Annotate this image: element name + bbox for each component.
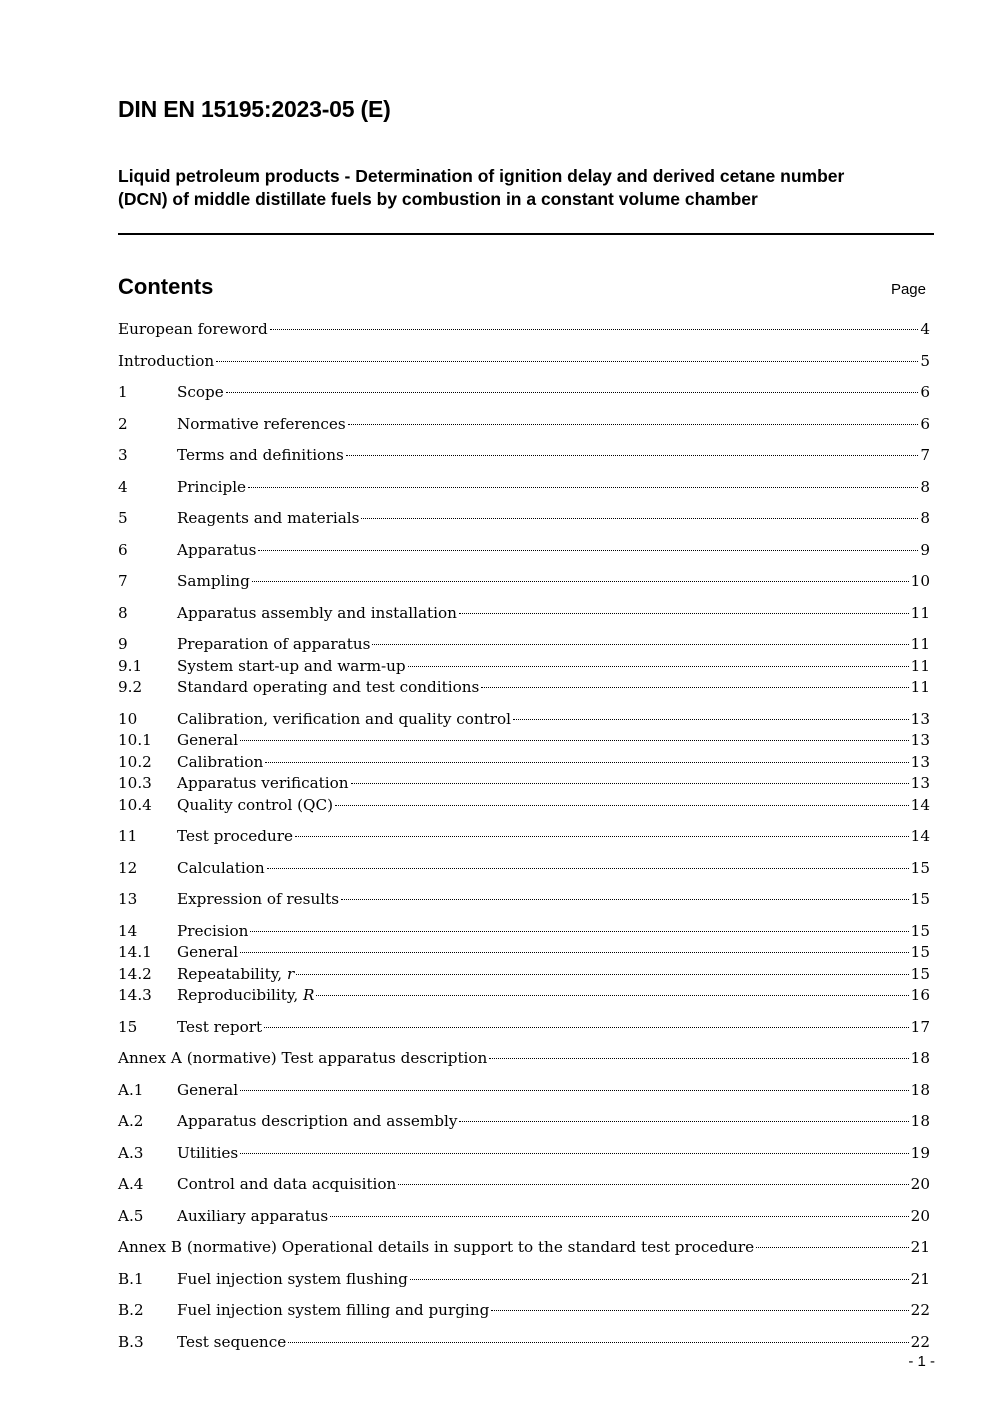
- toc-entry-title-text: Sampling: [177, 572, 250, 590]
- toc-entry[interactable]: [118, 826, 930, 848]
- toc-entry-title: [177, 1143, 238, 1165]
- toc-entry-title: [177, 773, 349, 795]
- toc-entry-title: [177, 508, 359, 530]
- toc-dot-leader: [240, 1153, 908, 1154]
- toc-entry-title: [177, 889, 339, 911]
- toc-entry-symbol: r: [286, 964, 295, 983]
- toc-entry[interactable]: [118, 1017, 930, 1039]
- toc-entry[interactable]: [118, 889, 930, 911]
- title-rule: [118, 233, 934, 235]
- toc-dot-leader: [489, 1058, 908, 1059]
- toc-entry-title-text: General: [177, 943, 239, 961]
- toc-entry-title-text: Annex A (normative) Test apparatus description: [118, 1049, 488, 1067]
- toc-entry-number: A.5: [118, 1206, 144, 1225]
- toc-entry-number: 8: [118, 603, 128, 622]
- toc-dot-leader: [341, 899, 909, 900]
- toc-entry[interactable]: [118, 1332, 930, 1354]
- toc-dot-leader: [296, 974, 908, 975]
- toc-dot-leader: [295, 836, 909, 837]
- toc-entry-number: 13: [118, 890, 138, 908]
- toc-entry-title: [177, 477, 246, 499]
- toc-entry-page: 18: [910, 1080, 930, 1099]
- toc-entry-title-text: Apparatus assembly and installation: [177, 603, 457, 622]
- toc-entry-title: [177, 445, 344, 467]
- toc-entry-title: [177, 985, 314, 1007]
- toc-entry-title: [177, 709, 511, 731]
- toc-entry-title: [177, 1332, 286, 1354]
- toc-entry-title: [177, 414, 346, 436]
- toc-entry[interactable]: [118, 634, 930, 656]
- toc-entry[interactable]: [118, 709, 930, 731]
- toc-dot-leader: [348, 424, 919, 425]
- toc-entry-title-text: Calculation: [177, 858, 265, 877]
- toc-entry-title-text: Utilities: [177, 1143, 239, 1162]
- toc-entry-number: 7: [118, 572, 128, 590]
- toc-entry-page: 15: [910, 890, 930, 908]
- toc-entry-title-text: System start-up and warm-up: [177, 656, 406, 675]
- toc-entry[interactable]: [118, 508, 930, 530]
- toc-entry-page: 20: [910, 1175, 930, 1193]
- toc-dot-leader: [398, 1184, 908, 1185]
- toc-dot-leader: [240, 1090, 909, 1091]
- toc-entry-title: [177, 921, 248, 943]
- toc-entry[interactable]: [118, 795, 930, 817]
- toc-entry-page: 15: [910, 858, 930, 877]
- toc-entry-title: [177, 1300, 489, 1322]
- toc-entry-page: 13: [910, 709, 930, 728]
- toc-entry-title-text: Control and data acquisition: [177, 1175, 397, 1193]
- toc-entry-page: 15: [910, 921, 930, 940]
- toc-entry-title-text: Test procedure: [177, 827, 294, 845]
- toc-dot-leader: [250, 931, 908, 932]
- toc-entry[interactable]: [118, 1111, 930, 1133]
- toc-entry-page: 11: [910, 678, 930, 696]
- toc-entry-page: 6: [920, 414, 930, 433]
- toc-entry[interactable]: [118, 656, 930, 678]
- toc-entry-title-text: Precision: [177, 921, 249, 940]
- toc-entry-number: 2: [118, 414, 128, 433]
- toc-dot-leader: [258, 550, 918, 551]
- toc-entry-number: 5: [118, 509, 128, 527]
- toc-dot-leader: [288, 1342, 908, 1343]
- toc-dot-leader: [265, 762, 908, 763]
- toc-entry-number: 9.1: [118, 656, 143, 675]
- toc-entry-title-text: Test report: [177, 1017, 263, 1036]
- toc-entry-page: 21: [910, 1269, 930, 1288]
- toc-entry-page: 15: [910, 964, 930, 983]
- toc-entry-title: [177, 677, 479, 699]
- toc-dot-leader: [335, 805, 909, 806]
- toc-dot-leader: [513, 719, 909, 720]
- toc-dot-leader: [481, 687, 908, 688]
- toc-entry-title-text: Apparatus description and assembly: [177, 1112, 458, 1130]
- toc-entry-page: 11: [910, 603, 930, 622]
- toc-entry-number: 14.3: [118, 986, 152, 1004]
- toc-entry[interactable]: [118, 445, 930, 467]
- toc-entry-title-text: Calibration: [177, 752, 264, 771]
- toc-entry-title-text: Terms and definitions: [177, 446, 344, 464]
- toc-entry-page: 15: [910, 943, 930, 961]
- toc-dot-leader: [240, 740, 909, 741]
- toc-entry-page: 18: [910, 1112, 930, 1130]
- toc-entry[interactable]: [118, 752, 930, 774]
- toc-entry[interactable]: [118, 921, 930, 943]
- toc-entry-title-text: Quality control (QC): [177, 795, 334, 814]
- toc-entry-number: B.1: [118, 1269, 144, 1288]
- toc-dot-leader: [267, 868, 909, 869]
- toc-entry-number: 9: [118, 635, 128, 653]
- toc-dot-leader: [372, 644, 908, 645]
- toc-entry[interactable]: [118, 1237, 930, 1259]
- toc-entry-number: B.2: [118, 1301, 144, 1319]
- toc-entry-title-text: Test sequence: [177, 1332, 287, 1351]
- toc-entry-number: 12: [118, 858, 138, 877]
- toc-entry[interactable]: [118, 540, 930, 562]
- toc-entry[interactable]: [118, 985, 930, 1007]
- toc-entry-page: 13: [910, 731, 930, 749]
- toc-entry-page: 18: [910, 1049, 930, 1067]
- toc-entry-title-text: Annex B (normative) Operational details in support to the standard test procedure: [118, 1238, 755, 1256]
- toc-entry-number: A.1: [118, 1080, 144, 1099]
- toc-entry-title-text: Reagents and materials: [177, 509, 360, 527]
- toc-entry-page: 16: [910, 986, 930, 1004]
- toc-entry-title: [118, 319, 268, 341]
- toc-entry[interactable]: [118, 677, 930, 699]
- toc-entry-number: 10.4: [118, 795, 152, 814]
- toc-entry-title: [177, 1206, 328, 1228]
- toc-entry-title: [177, 1174, 396, 1196]
- toc-entry-page: 8: [920, 477, 930, 496]
- document-id: DIN EN 15195:2023-05 (E): [118, 96, 391, 122]
- toc-dot-leader: [248, 487, 918, 488]
- toc-entry-number: 14.1: [118, 943, 152, 961]
- toc-entry[interactable]: [118, 382, 930, 404]
- toc-entry[interactable]: [118, 1048, 930, 1070]
- toc-entry-title: [177, 382, 224, 404]
- toc-entry[interactable]: [118, 1143, 930, 1165]
- toc-dot-leader: [491, 1310, 908, 1311]
- toc-entry-title-text: Normative references: [177, 414, 346, 433]
- toc-entry-page: 20: [910, 1206, 930, 1225]
- toc-entry-title-text: General: [177, 731, 239, 749]
- toc-entry-title-text: Calibration, verification and quality control: [177, 709, 512, 728]
- toc-entry[interactable]: [118, 603, 930, 625]
- toc-entry-page: 13: [910, 774, 930, 792]
- toc-entry-number: 3: [118, 446, 128, 464]
- toc-entry-title: [118, 351, 214, 373]
- toc-entry-page: 17: [910, 1017, 930, 1036]
- toc-entry-number: 10.3: [118, 774, 152, 792]
- toc-entry-page: 11: [910, 656, 930, 675]
- toc-dot-leader: [361, 518, 918, 519]
- toc-entry-page: 10: [910, 572, 930, 590]
- toc-dot-leader: [240, 952, 909, 953]
- toc-entry-number: 10.1: [118, 731, 152, 749]
- toc-entry-symbol: R: [303, 986, 315, 1004]
- toc-entry-page: 19: [910, 1143, 930, 1162]
- toc-entry-title-text: General: [177, 1080, 239, 1099]
- toc-entry-page: 8: [920, 509, 930, 527]
- toc-entry-number: 1: [118, 383, 128, 401]
- toc-entry-title-text: Expression of results: [177, 890, 339, 908]
- toc-entry-page: 11: [910, 635, 930, 653]
- toc-entry-page: 4: [920, 320, 930, 338]
- table-of-contents: [118, 319, 930, 1353]
- toc-entry-number: 14: [118, 921, 138, 940]
- toc-entry-number: 15: [118, 1017, 138, 1036]
- toc-entry-page: 14: [910, 795, 930, 814]
- toc-entry[interactable]: [118, 1080, 930, 1102]
- toc-entry-title: [177, 942, 238, 964]
- toc-entry-title-text: Apparatus: [177, 540, 257, 559]
- toc-entry-title-text: Repeatability,: [177, 964, 287, 983]
- toc-entry-number: A.4: [118, 1175, 144, 1193]
- toc-entry[interactable]: [118, 730, 930, 752]
- toc-entry-number: 6: [118, 540, 128, 559]
- toc-entry-title-text: Fuel injection system flushing: [177, 1269, 408, 1288]
- toc-entry[interactable]: [118, 1206, 930, 1228]
- toc-entry-title-text: European foreword: [118, 320, 268, 338]
- document-title: Liquid petroleum products - Determination of ignition delay and derived cetane number (DCN) of middle distillate fuels by combustion in a constant volume chamber: [118, 166, 845, 209]
- toc-entry[interactable]: [118, 858, 930, 880]
- toc-entry-title: [177, 634, 370, 656]
- toc-entry[interactable]: [118, 1269, 930, 1291]
- toc-dot-leader: [756, 1247, 909, 1248]
- toc-entry-page: 22: [910, 1332, 930, 1351]
- toc-dot-leader: [408, 666, 909, 667]
- toc-dot-leader: [226, 392, 919, 393]
- toc-entry-title: [177, 858, 265, 880]
- toc-dot-leader: [270, 329, 919, 330]
- toc-entry-title-text: Introduction: [118, 351, 215, 370]
- toc-dot-leader: [351, 783, 909, 784]
- toc-entry-title: [177, 656, 406, 678]
- toc-entry[interactable]: [118, 414, 930, 436]
- toc-entry-number: 10: [118, 709, 138, 728]
- toc-entry-title-text: Scope: [177, 383, 224, 401]
- toc-entry-title: [177, 571, 250, 593]
- toc-entry-title-text: Auxiliary apparatus: [177, 1206, 329, 1225]
- toc-entry[interactable]: [118, 571, 930, 593]
- toc-entry[interactable]: [118, 964, 930, 986]
- toc-entry-title-text: Apparatus verification: [177, 774, 349, 792]
- toc-entry-page: 21: [910, 1238, 930, 1256]
- toc-dot-leader: [459, 613, 909, 614]
- toc-dot-leader: [216, 361, 918, 362]
- toc-entry-page: 9: [920, 540, 930, 559]
- toc-entry-number: A.2: [118, 1112, 144, 1130]
- toc-entry-title: [118, 1048, 487, 1070]
- toc-entry-number: 4: [118, 477, 128, 496]
- toc-entry-title: [118, 1237, 754, 1259]
- toc-entry-page: 13: [910, 752, 930, 771]
- toc-dot-leader: [346, 455, 919, 456]
- contents-heading: Contents: [118, 274, 214, 299]
- toc-entry-number: 9.2: [118, 678, 143, 696]
- toc-entry-title: [177, 603, 457, 625]
- toc-entry-page: 22: [910, 1301, 930, 1319]
- toc-entry-title-text: Fuel injection system filling and purging: [177, 1301, 490, 1319]
- toc-entry-title: [177, 1111, 457, 1133]
- page-number: - 1 -: [908, 1353, 935, 1370]
- toc-entry-page: 6: [920, 383, 930, 401]
- toc-entry-page: 14: [910, 827, 930, 845]
- toc-entry-title: [177, 826, 293, 848]
- toc-entry-page: 7: [920, 446, 930, 464]
- toc-entry-title: [177, 1080, 238, 1102]
- toc-entry[interactable]: [118, 319, 930, 341]
- toc-entry-title: [177, 1269, 408, 1291]
- toc-entry[interactable]: [118, 942, 930, 964]
- toc-entry-title-text: Principle: [177, 477, 247, 496]
- toc-entry-title: [177, 795, 333, 817]
- toc-entry-title: [177, 964, 294, 986]
- toc-entry-title-text: Standard operating and test conditions: [177, 678, 480, 696]
- toc-dot-leader: [410, 1279, 909, 1280]
- toc-entry-title-text: Preparation of apparatus: [177, 635, 371, 653]
- toc-entry[interactable]: [118, 1300, 930, 1322]
- toc-entry-title: [177, 730, 238, 752]
- toc-entry[interactable]: [118, 1174, 930, 1196]
- toc-entry-number: 14.2: [118, 964, 152, 983]
- toc-entry-title: [177, 752, 263, 774]
- toc-entry-number: 10.2: [118, 752, 152, 771]
- toc-dot-leader: [252, 581, 909, 582]
- toc-entry-page: 5: [920, 351, 930, 370]
- toc-entry-number: 11: [118, 827, 138, 845]
- toc-dot-leader: [330, 1216, 909, 1217]
- toc-entry-title: [177, 540, 256, 562]
- toc-dot-leader: [316, 995, 908, 996]
- toc-entry-number: B.3: [118, 1332, 144, 1351]
- toc-entry[interactable]: [118, 773, 930, 795]
- toc-entry-number: A.3: [118, 1143, 144, 1162]
- toc-entry-title-text: Reproducibility,: [177, 986, 304, 1004]
- toc-entry-title: [177, 1017, 262, 1039]
- page-column-label: Page: [890, 281, 926, 298]
- toc-dot-leader: [264, 1027, 909, 1028]
- toc-dot-leader: [459, 1121, 908, 1122]
- toc-entry[interactable]: [118, 351, 930, 373]
- toc-entry[interactable]: [118, 477, 930, 499]
